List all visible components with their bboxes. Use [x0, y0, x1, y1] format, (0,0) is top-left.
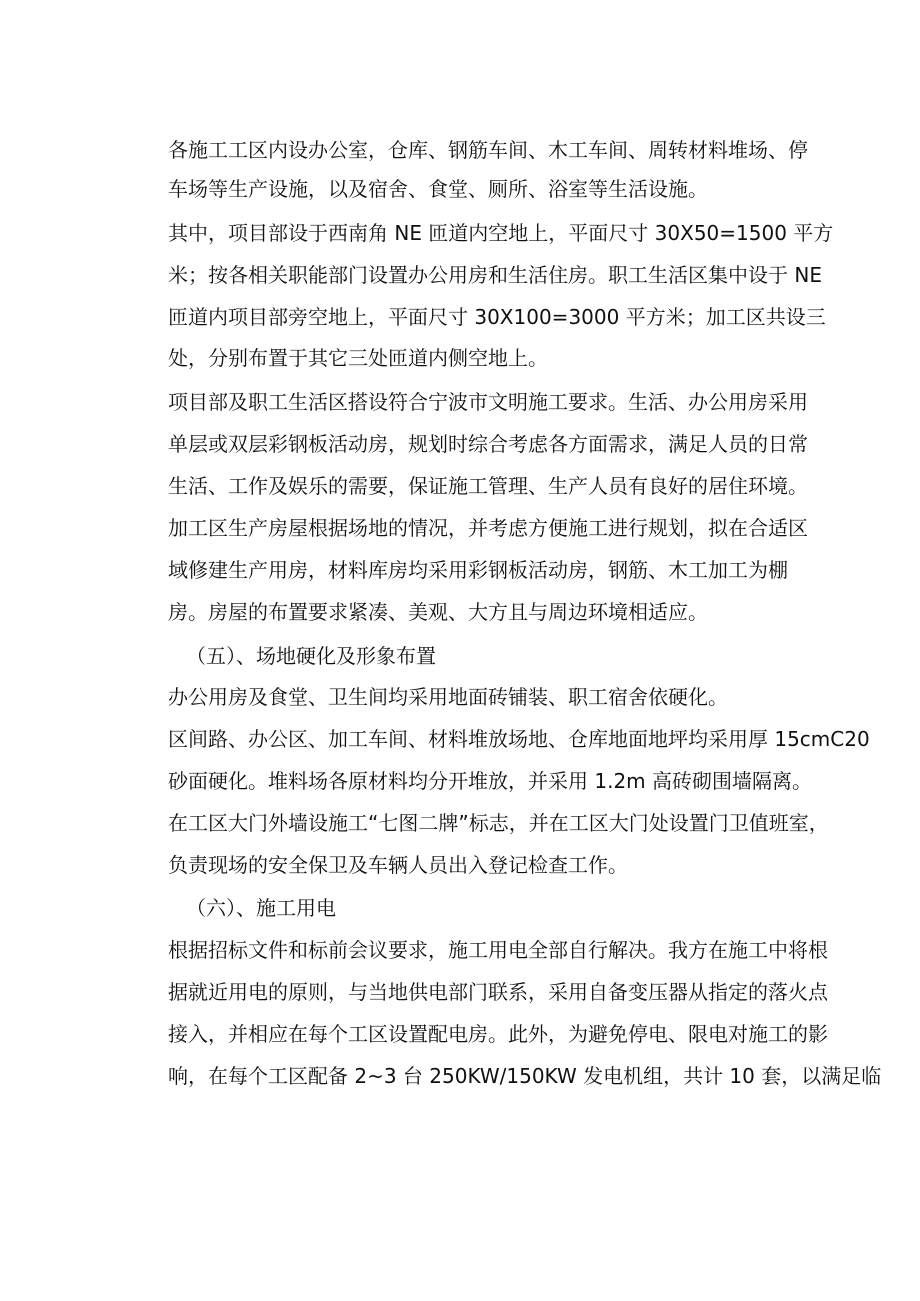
paragraph-line: 在工区大门外墙设施工“七图二牌”标志，并在工区大门处设置门卫值班室， — [168, 811, 829, 835]
paragraph-line: 办公用房及食堂、卫生间均采用地面砖铺装、职工宿舍依硬化。 — [168, 685, 728, 709]
paragraph-line: 车场等生产设施，以及宿舍、食堂、厕所、浴室等生活设施。 — [168, 177, 708, 201]
paragraph-line: 接入，并相应在每个工区设置配电房。此外，为避免停电、限电对施工的影 — [168, 1022, 828, 1046]
paragraph-line: 各施工工区内设办公室，仓库、钢筋车间、木工车间、周转材料堆场、停 — [168, 138, 808, 162]
paragraph-line: 域修建生产用房，材料库房均采用彩钢板活动房，钢筋、木工加工为棚 — [168, 558, 788, 582]
paragraph-line: 砂面硬化。堆料场各原材料均分开堆放，并采用 1.2m 高砖砌围墙隔离。 — [168, 769, 813, 793]
section-heading: （六）、施工用电 — [186, 896, 336, 920]
paragraph-line: 生活、工作及娱乐的需要，保证施工管理、生产人员有良好的居住环境。 — [168, 474, 808, 498]
section-heading: （五）、场地硬化及形象布置 — [186, 644, 436, 668]
paragraph-line: 单层或双层彩钢板活动房，规划时综合考虑各方面需求，满足人员的日常 — [168, 432, 808, 456]
paragraph-line: 负责现场的安全保卫及车辆人员出入登记检查工作。 — [168, 853, 628, 877]
paragraph-line: 处，分别布置于其它三处匝道内侧空地上。 — [168, 346, 548, 370]
paragraph-line: 响，在每个工区配备 2~3 台 250KW/150KW 发电机组，共计 10 套，以满足临 — [168, 1064, 882, 1088]
paragraph-line: 据就近用电的原则，与当地供电部门联系，采用自备变压器从指定的落火点 — [168, 980, 828, 1004]
paragraph-line: 区间路、办公区、加工车间、材料堆放场地、仓库地面地坪均采用厚 15cmC20 — [168, 727, 870, 751]
paragraph-line: 项目部及职工生活区搭设符合宁波市文明施工要求。生活、办公用房采用 — [168, 390, 808, 414]
paragraph-line: 其中，项目部设于西南角 NE 匝道内空地上，平面尺寸 30X50=1500 平方 — [168, 221, 834, 245]
paragraph-line: 米；按各相关职能部门设置办公用房和生活住房。职工生活区集中设于 NE — [168, 263, 822, 287]
paragraph-line: 匝道内项目部旁空地上，平面尺寸 30X100=3000 平方米；加工区共设三 — [168, 305, 826, 329]
paragraph-line: 根据招标文件和标前会议要求，施工用电全部自行解决。我方在施工中将根 — [168, 938, 828, 962]
paragraph-line: 加工区生产房屋根据场地的情况，并考虑方便施工进行规划，拟在合适区 — [168, 516, 808, 540]
paragraph-line: 房。房屋的布置要求紧凑、美观、大方且与周边环境相适应。 — [168, 600, 708, 624]
